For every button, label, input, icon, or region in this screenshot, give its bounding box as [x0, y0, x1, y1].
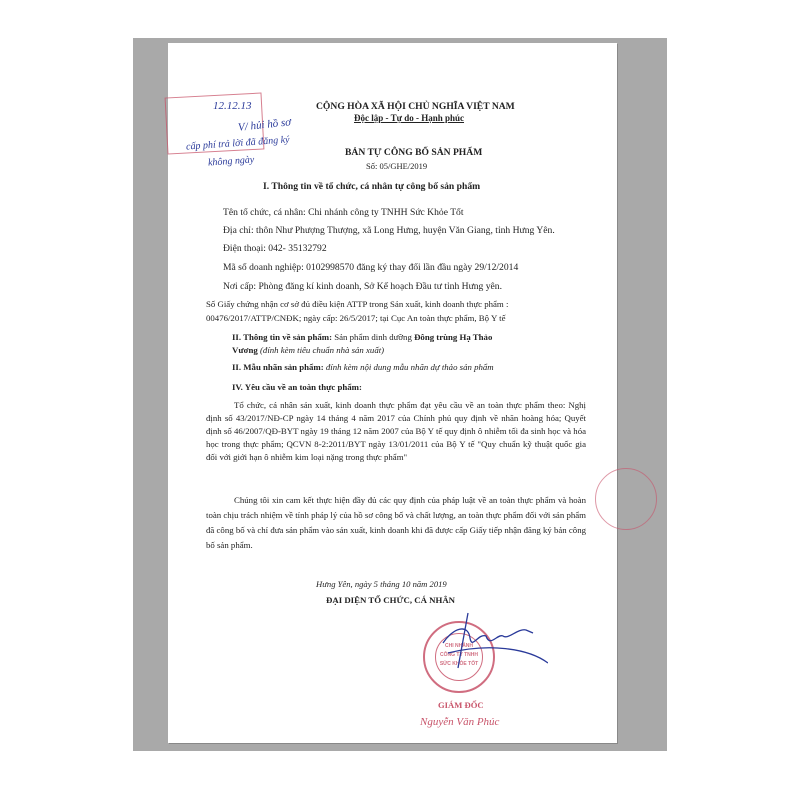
section-4-heading: IV. Yêu cầu về an toàn thực phẩm:	[232, 382, 362, 392]
section-2-label: II. Thông tin về sản phẩm:	[232, 332, 333, 342]
address: Địa chỉ: thôn Như Phượng Thượng, xã Long Hưng, huyện Văn Giang, tỉnh Hưng Yên.	[223, 225, 555, 236]
signature-scribble	[408, 608, 548, 678]
section-1-heading: I. Thông tin về tổ chức, cá nhân tự công bố sản phẩm	[263, 181, 481, 192]
certificate-line-1: Số Giấy chứng nhận cơ sở đủ điều kiện ATTP trong Sản xuất, kinh doanh thực phẩm :	[206, 299, 509, 309]
place-date: Hưng Yên, ngày 5 tháng 10 năm 2019	[316, 579, 447, 589]
seal-line-1: CHI NHÁNH	[444, 643, 474, 649]
motto: Độc lập - Tự do - Hạnh phúc	[354, 113, 465, 123]
product-name: Đông trùng Hạ Thảo	[414, 332, 493, 342]
signer-name: Nguyễn Văn Phúc	[420, 716, 500, 728]
issued-by: Nơi cấp: Phòng đăng kí kinh doanh, Sở Kế hoạch Đầu tư tỉnh Hưng yên.	[223, 281, 503, 292]
document-number: Số: 05/GHE/2019	[366, 161, 428, 171]
section-3-label: II. Mẫu nhãn sản phẩm:	[232, 362, 324, 372]
handwritten-note-2: cấp phí trả lời đã đăng ký	[185, 134, 290, 153]
product-name-2: Vương	[232, 345, 258, 355]
org-name: Tên tổ chức, cá nhân: Chi nhánh công ty TNHH Sức Khỏe Tốt	[223, 207, 464, 218]
received-stamp-date: 12.12.13	[213, 100, 252, 112]
business-code: Mã số doanh nghiệp: 0102998570 đăng ký thay đổi lần đầu ngày 29/12/2014	[223, 262, 519, 273]
seal-line-2: CÔNG TY TNHH	[440, 652, 478, 658]
seal-line-3: SỨC KHỎE TỐT	[439, 661, 479, 667]
nation-header: CỘNG HÒA XÃ HỘI CHỦ NGHĨA VIỆT NAM	[316, 101, 515, 112]
section-3-text: đính kèm nội dung mẫu nhãn dự thảo sản phẩm	[323, 362, 494, 372]
handwritten-note-3: không ngày	[207, 154, 255, 169]
document-title: BẢN TỰ CÔNG BỐ SẢN PHẨM	[345, 147, 483, 158]
section-4-para-2: Chúng tôi xin cam kết thực hiện đầy đủ các quy định của pháp luật về an toàn thực phẩm và hoàn toàn chịu trách nhiệm về tính pháp lý của hồ sơ công bố và chất lượng, an toàn thực phẩm đối với sản phẩm đã công bố và chỉ đưa sản phẩm vào sản xuất, kinh doanh khi đã được cấp Giấy tiếp nhận đăng ký bản công bố sản phẩm.	[206, 495, 586, 550]
phone: Điện thoại: 042- 35132792	[223, 243, 327, 254]
certificate-line-2: 00476/2017/ATTP/CNĐK; ngày cấp: 26/5/2017; tại Cục An toàn thực phẩm, Bộ Y tế	[206, 313, 506, 323]
handwritten-note-1: V/ hủi hồ sơ	[237, 116, 292, 134]
section-4-para-1: Tổ chức, cá nhân sản xuất, kinh doanh thực phẩm đạt yêu cầu về an toàn thực phẩm theo: Nghị định số 43/2017/NĐ-CP ngày 14 tháng 4 năm 2017 của Chính phủ quy định về nhãn hoàng hóa; Quyết định số 46/2007/QĐ-BYT ngày 19 tháng 12 năm 2007 của Bộ Y tế quy định ô nhiễm tối đa sinh học và hóa học trong thực phẩm; QCVN 8-2:2011/BYT ngày 13/01/2011 của Bộ Y tế "Quy chuẩn kỹ thuật quốc gia đối với giới hạn ô nhiễm kim loại nặng trong thực phẩm"	[206, 400, 586, 462]
edge-seal-fragment	[595, 468, 657, 530]
section-2-text: Sản phẩm dinh dưỡng	[332, 332, 415, 342]
section-2-note: (đính kèm tiêu chuẩn nhà sản xuất)	[257, 345, 385, 355]
document-page	[168, 43, 617, 743]
position-title: GIÁM ĐỐC	[438, 700, 484, 710]
representative-label: ĐẠI DIỆN TỔ CHỨC, CÁ NHÂN	[326, 595, 456, 605]
